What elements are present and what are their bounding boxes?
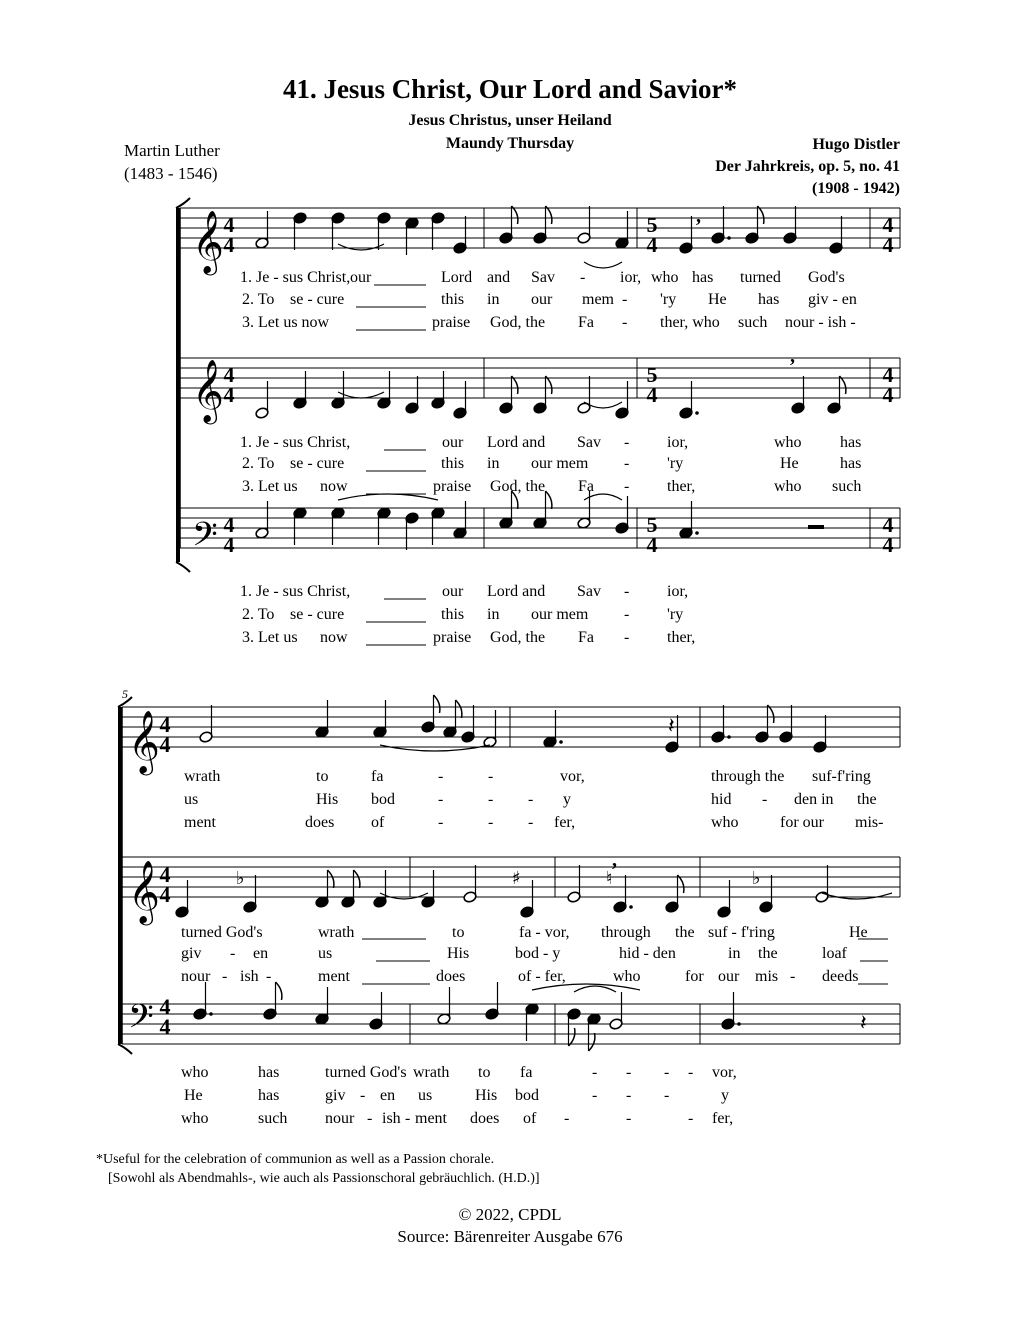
lyric-syllable: hid [711, 791, 732, 808]
lyric-syllable: ther, [667, 629, 696, 646]
lyric-syllable: ment [184, 814, 216, 831]
lyric-syllable: such [738, 314, 768, 331]
time-signature-denominator: 4 [159, 732, 171, 757]
lyric-syllable: of [371, 814, 385, 831]
note-flag [546, 206, 552, 224]
page-title: 41. Jesus Christ, Our Lord and Savior* [282, 74, 738, 104]
lyric-syllable: now [320, 629, 348, 646]
lyric-syllable: He [708, 291, 727, 308]
lyric-syllable: 'ry [667, 606, 684, 623]
lyric-syllable: Fa [578, 629, 594, 646]
lyric-syllable: who [181, 1110, 209, 1127]
lyric-syllable: now [320, 478, 348, 495]
lyric-syllable: - [688, 1110, 694, 1127]
lyric-syllable: God, the [490, 629, 546, 646]
lyric-syllable: such [832, 478, 862, 495]
lyric-syllable: our mem [531, 455, 589, 472]
lyric-syllable: Sav [531, 269, 555, 286]
lyric-syllable: - [622, 291, 628, 308]
lyric-syllable: - [488, 768, 494, 785]
lyric-syllable: vor, [560, 768, 585, 785]
lyric-syllable: nour [325, 1110, 355, 1127]
occasion: Maundy Thursday [445, 135, 575, 152]
lyric-syllable: - [528, 791, 534, 808]
lyric-syllable: does [436, 968, 466, 985]
note-flag [512, 376, 518, 394]
breath-mark: , [696, 205, 701, 227]
treble-clef-icon: 𝄞 [192, 359, 224, 422]
flat-sign: ♭ [752, 868, 761, 889]
time-signature-denominator: 4 [646, 532, 658, 557]
lyric-syllable: He [849, 924, 868, 941]
lyric-syllable: - [222, 968, 228, 985]
note-dot [629, 905, 633, 909]
lyric-syllable: Sav [577, 434, 601, 451]
lyric-syllable: has [840, 434, 862, 451]
lyric-syllable: the [857, 791, 877, 808]
lyric-syllable: turned [740, 269, 781, 286]
time-signature-denominator: 4 [646, 382, 658, 407]
lyric-syllable: 1. Je - sus Christ, [240, 583, 351, 600]
lyric-syllable: does [470, 1110, 500, 1127]
lyric-syllable: - [624, 606, 630, 623]
treble-clef-icon: 𝄞 [192, 210, 224, 273]
lyric-syllable: our [442, 583, 464, 600]
lyric-syllable: who [651, 269, 679, 286]
lyric-syllable: - [580, 269, 586, 286]
time-signature-denominator: 4 [882, 232, 894, 257]
lyric-syllable: se - cure [290, 455, 345, 472]
lyric-syllable: our mem [531, 606, 589, 623]
lyric-syllable: and [487, 269, 511, 286]
lyric-syllable: ish [382, 1110, 401, 1127]
bass-clef-icon: 𝄢 [128, 998, 154, 1044]
treble-clef-icon: 𝄞 [128, 710, 160, 773]
lyric-syllable: 'ry [660, 291, 677, 308]
lyric-syllable: y [721, 1087, 729, 1104]
note-flag [758, 206, 764, 224]
lyric-syllable: His [447, 945, 470, 962]
lyric-syllable: bod [371, 791, 395, 808]
bass-clef-icon: 𝄢 [192, 516, 218, 562]
lyric-syllable: in [487, 291, 500, 308]
footnote [96, 1150, 540, 1188]
note-flag [276, 982, 282, 1000]
lyric-syllable: God, the [490, 478, 546, 495]
note-flag [589, 1033, 595, 1051]
lyric-syllable: - [592, 1087, 598, 1104]
composer-name: Hugo Distler [812, 136, 900, 153]
lyric-syllable: of - fer, [518, 968, 566, 985]
sharp-sign: ♯ [512, 868, 521, 889]
lyric-syllable: the [675, 924, 695, 941]
lyric-syllable: Sav [577, 583, 601, 600]
time-signature-denominator: 4 [159, 882, 171, 907]
lyric-syllable: us [318, 945, 333, 962]
lyric-syllable: who [711, 814, 739, 831]
lyric-syllable: has [258, 1064, 280, 1081]
time-signature-numerator: 4 [159, 712, 171, 737]
lyric-syllable: - [360, 1087, 366, 1104]
lyric-syllable: en [253, 945, 269, 962]
lyric-syllable: praise [432, 314, 471, 331]
slur [584, 262, 622, 268]
lyric-syllable: fer, [554, 814, 576, 831]
time-signature-denominator: 4 [223, 232, 235, 257]
lyric-syllable: nour - ish - [785, 314, 856, 331]
slur [338, 392, 384, 398]
lyric-syllable: - [488, 791, 494, 808]
time-signature-denominator: 4 [882, 532, 894, 557]
staff-lines [122, 208, 900, 1044]
quarter-rest: 𝄽 [860, 1011, 867, 1036]
time-signature-numerator: 5 [646, 212, 658, 237]
note-dot [737, 1022, 741, 1026]
footer [0, 1204, 1020, 1248]
lyric-syllable: - [626, 1064, 632, 1081]
lyric-syllable: - [564, 1110, 570, 1127]
copyright: © 2022, CPDL [458, 1205, 562, 1224]
time-signature-numerator: 4 [159, 994, 171, 1019]
lyric-syllable: Lord [441, 269, 473, 286]
lyric-syllable: in [728, 945, 741, 962]
note-flag [328, 870, 334, 888]
lyric-syllable: His [475, 1087, 498, 1104]
lyric-syllable: this [441, 455, 465, 472]
lyric-syllable: - [790, 968, 796, 985]
time-signature-numerator: 4 [223, 212, 235, 237]
lyric-syllable: has [758, 291, 780, 308]
lyric-syllable: fa [371, 768, 384, 785]
time-signature-denominator: 4 [223, 532, 235, 557]
lyric-syllable: giv - en [808, 291, 857, 308]
flat-sign: ♭ [236, 868, 245, 889]
lyric-syllable: - [664, 1064, 670, 1081]
note-flag [546, 376, 552, 394]
lyric-syllable: Lord and [487, 583, 546, 600]
measure-number: 5 [122, 687, 128, 701]
lyric-syllable: turned God's [325, 1064, 407, 1081]
lyric-syllable: - [528, 814, 534, 831]
lyric-syllable: se - cure [290, 606, 345, 623]
lyric-syllable: to [478, 1064, 491, 1081]
lyric-syllable: hid - den [619, 945, 676, 962]
lyric-syllable: mis [755, 968, 779, 985]
lyric-syllable: in [487, 606, 500, 623]
composer-work: Der Jahrkreis, op. 5, no. 41 [715, 158, 900, 175]
lyric-syllable: ior, [667, 434, 689, 451]
lyric-syllable: - [624, 629, 630, 646]
slur [380, 893, 428, 899]
lyric-syllable: who [774, 434, 802, 451]
note-flag [840, 376, 846, 394]
note-flag [546, 491, 552, 509]
lyric-syllable: 3. Let us [242, 629, 298, 646]
lyric-syllable: - [624, 455, 630, 472]
lyric-syllable: of [523, 1110, 537, 1127]
lyric-syllable: mis- [855, 814, 884, 831]
breath-mark: , [612, 849, 617, 871]
note-flag [768, 705, 774, 723]
footnote-line-english: *Useful for the celebration of communion as well as a Passion chorale. [96, 1152, 495, 1167]
lyric-syllable: - [438, 791, 444, 808]
lyric-syllable: for [685, 968, 704, 985]
lyric-syllable: us [418, 1087, 433, 1104]
slur [574, 986, 616, 992]
lyric-syllable: 3. Let us now [242, 314, 330, 331]
lyric-syllable: - [438, 768, 444, 785]
lyric-syllable: - [626, 1110, 632, 1127]
note-dot [559, 740, 563, 744]
lyric-syllable: nour [181, 968, 211, 985]
lyric-syllable: Fa [578, 314, 594, 331]
lyric-syllable: us [184, 791, 199, 808]
lyric-syllable: giv [325, 1087, 346, 1104]
lyric-syllable: ior, [620, 269, 642, 286]
lyric-syllable: - [664, 1087, 670, 1104]
lyric-syllable: fa - vor, [519, 924, 570, 941]
lyric-syllable: through [601, 924, 651, 941]
lyric-syllable: to [452, 924, 465, 941]
lyric-syllable: - [367, 1110, 373, 1127]
lyric-syllable: ther, [667, 478, 696, 495]
time-signature-numerator: 4 [159, 862, 171, 887]
lyric-syllable: to [316, 768, 329, 785]
lyric-syllable: who [181, 1064, 209, 1081]
lyric-syllable: Lord and [487, 434, 546, 451]
lyric-syllable: ther, who [660, 314, 720, 331]
lyric-syllable: for our [780, 814, 824, 831]
lyric-syllable: our [718, 968, 740, 985]
note-dot [695, 531, 699, 535]
note-flag [354, 870, 360, 888]
lyric-syllable: 2. To [242, 291, 275, 308]
lyric-syllable: fa [520, 1064, 533, 1081]
time-signature-numerator: 4 [223, 362, 235, 387]
note-flag [569, 1028, 575, 1046]
subtitle: Jesus Christus, unser Heiland [408, 112, 612, 129]
slur [380, 745, 490, 751]
lyric-syllable: this [441, 291, 465, 308]
natural-sign: ♮ [606, 868, 613, 889]
lyric-syllable: turned God's [181, 924, 263, 941]
lyric-syllable: vor, [712, 1064, 737, 1081]
lyric-syllable: en [380, 1087, 396, 1104]
poet-name: Martin Luther [124, 141, 220, 160]
lyric-syllable: in [487, 455, 500, 472]
lyric-syllable: 1. Je - sus Christ, [240, 434, 351, 451]
lyric-syllable: ior, [667, 583, 689, 600]
lyric-syllable: does [305, 814, 335, 831]
lyric-syllable: den in [794, 791, 834, 808]
lyric-syllable: - [488, 814, 494, 831]
lyric-syllable: - [592, 1064, 598, 1081]
note-dot [695, 411, 699, 415]
lyric-syllable: - [405, 1110, 411, 1127]
note-dot [727, 236, 731, 240]
lyric-syllable: our [442, 434, 464, 451]
time-signature-denominator: 4 [223, 382, 235, 407]
note-flag [512, 206, 518, 224]
note-flag [678, 875, 684, 893]
slur [822, 893, 892, 899]
lyric-syllable: - [624, 434, 630, 451]
lyric-syllable: God, the [490, 314, 546, 331]
lyric-syllable: praise [433, 629, 472, 646]
lyric-syllable: such [258, 1110, 288, 1127]
poet-dates: (1483 - 1546) [124, 164, 218, 183]
slur [338, 244, 384, 250]
lyric-syllable: this [441, 606, 465, 623]
lyric-syllable: He [184, 1087, 203, 1104]
lyric-syllable: - [266, 968, 272, 985]
lyric-syllable: has [258, 1087, 280, 1104]
composer-dates: (1908 - 1942) [812, 180, 900, 197]
treble-clef-icon: 𝄞 [128, 860, 160, 923]
footnote-line-german: [Sowohl als Abendmahls-, wie auch als Passionschoral gebräuchlich. (H.D.)] [108, 1171, 540, 1186]
time-signature-numerator: 4 [223, 512, 235, 537]
lyric-syllable: has [692, 269, 714, 286]
lyric-syllable: - [762, 791, 768, 808]
time-signature-denominator: 4 [159, 1014, 171, 1039]
time-signature-denominator: 4 [646, 232, 658, 257]
lyric-syllable: suf-f'ring [812, 768, 871, 785]
lyric-syllable: ment [318, 968, 350, 985]
lyric-syllable: wrath [318, 924, 355, 941]
lyric-syllable: He [780, 455, 799, 472]
lyric-syllable: God's [808, 269, 845, 286]
note-dot [727, 735, 731, 739]
quarter-rest: 𝄽 [668, 714, 675, 739]
lyric-syllable: Fa [578, 478, 594, 495]
lyric-syllable: has [840, 455, 862, 472]
source: Source: Bärenreiter Ausgabe 676 [397, 1227, 623, 1246]
lyric-syllable: wrath [184, 768, 221, 785]
lyric-syllable: - [438, 814, 444, 831]
lyric-syllable: who [774, 478, 802, 495]
lyric-syllable: mem [582, 291, 614, 308]
time-signature-denominator: 4 [882, 382, 894, 407]
lyric-syllable: the [758, 945, 778, 962]
lyric-syllable: ment [415, 1110, 447, 1127]
lyric-syllable: praise [433, 478, 472, 495]
lyric-syllable: 2. To [242, 606, 275, 623]
note-flag [456, 700, 462, 718]
lyric-syllable: - [688, 1064, 694, 1081]
time-signature-numerator: 5 [646, 362, 658, 387]
lyric-syllable: y [563, 791, 571, 808]
lyric-syllable: giv [181, 945, 202, 962]
lyric-syllable: - [230, 945, 236, 962]
lyric-syllable: - [622, 314, 628, 331]
lyric-syllable: bod - y [515, 945, 561, 962]
time-signature-numerator: 4 [882, 512, 894, 537]
lyric-syllable: - [626, 1087, 632, 1104]
lyric-syllable: fer, [712, 1110, 734, 1127]
lyric-syllable: 1. Je - sus Christ, [240, 269, 351, 286]
lyric-syllable: 3. Let us [242, 478, 298, 495]
lyric-syllable: His [316, 791, 339, 808]
lyric-syllable: bod [515, 1087, 539, 1104]
lyric-syllable: wrath [413, 1064, 450, 1081]
slur [338, 494, 438, 500]
lyric-syllable: ish [240, 968, 259, 985]
note-dot [209, 1012, 213, 1016]
lyric-syllable: who [613, 968, 641, 985]
lyric-syllable: our [350, 269, 372, 286]
lyric-syllable: deeds [822, 968, 859, 985]
lyric-syllable: suf - f'ring [708, 924, 775, 941]
lyric-syllable: our [531, 291, 553, 308]
lyric-syllable: 2. To [242, 455, 275, 472]
lyric-syllable: se - cure [290, 291, 345, 308]
whole-rest [808, 525, 824, 529]
time-signature-numerator: 5 [646, 512, 658, 537]
lyric-syllable: - [624, 478, 630, 495]
lyric-syllable: loaf [822, 945, 847, 962]
time-signature-numerator: 4 [882, 362, 894, 387]
lyric-syllable: - [624, 583, 630, 600]
time-signature-numerator: 4 [882, 212, 894, 237]
lyric-syllable: 'ry [667, 455, 684, 472]
note-flag [434, 695, 440, 713]
lyric-syllable: through the [711, 768, 785, 785]
breath-mark: , [790, 345, 795, 367]
